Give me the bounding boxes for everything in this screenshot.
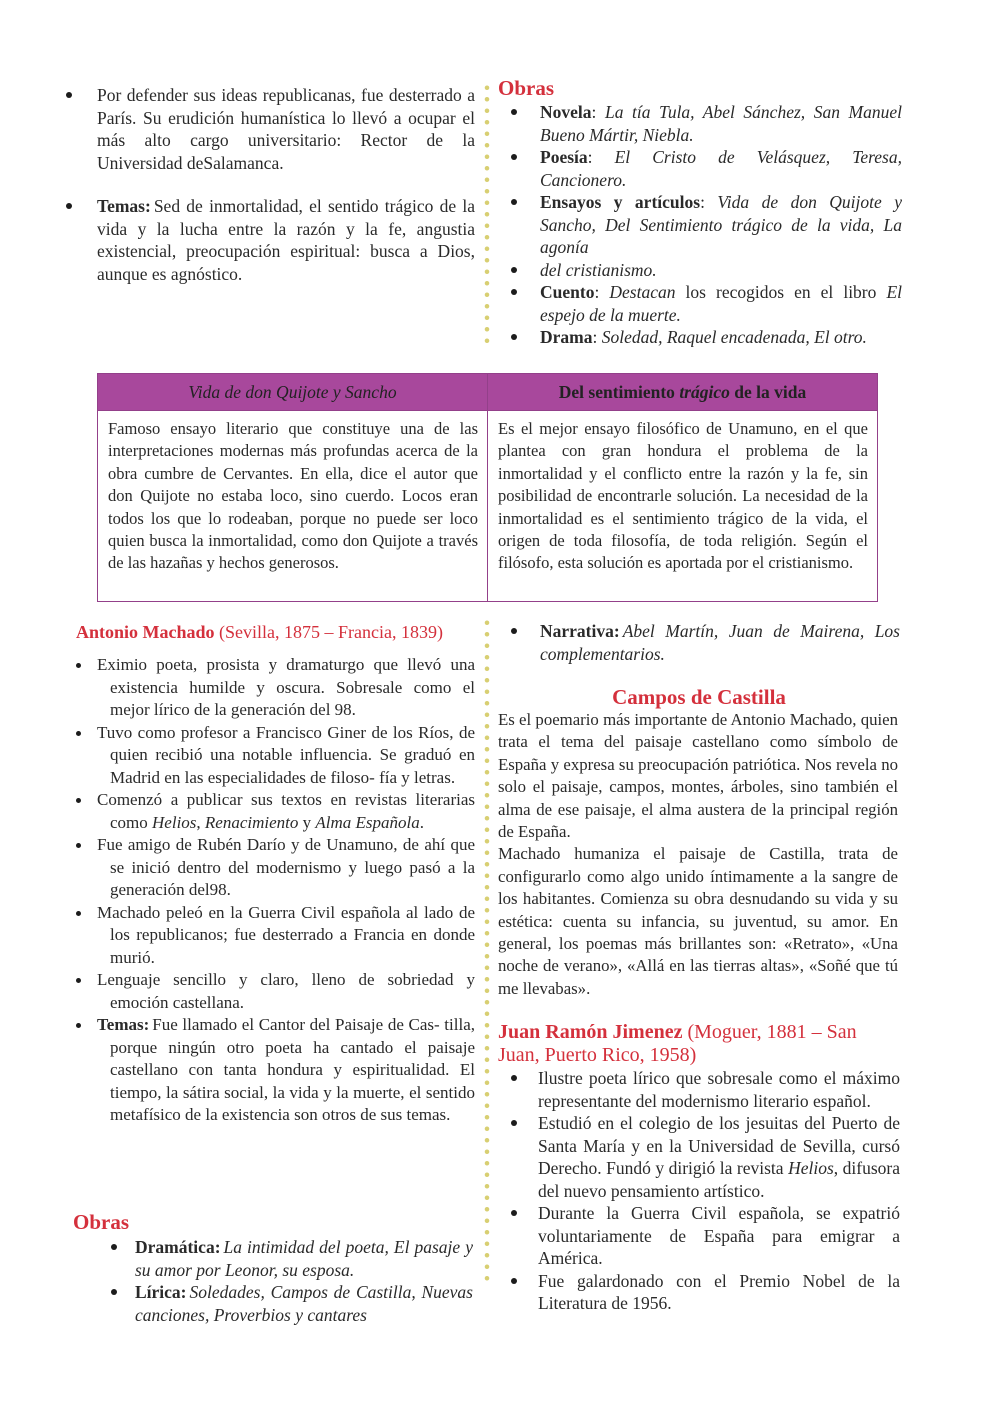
machado-bio-text: Machado peleó en la Guerra Civil española al lado de los republicanos; fue desterrado a Francia en donde murió. [97, 902, 475, 967]
col2-title-em: trágico [679, 381, 730, 402]
magazine-helios: Helios [152, 812, 197, 832]
jimenez-dates: (Moguer, 1881 – San Juan, Puerto Rico, 1958) [498, 1021, 857, 1066]
machado-bio-text: Fue amigo de Rubén Darío y de Unamuno, de ahí que se inició dentro del modernismo y luego pasó a la generación del98. [97, 835, 475, 899]
machado-obras-list [73, 1236, 473, 1326]
jimenez-name: Juan Ramón Jimenez [498, 1021, 683, 1043]
campos-paragraph-1: Es el poemario más importante de Antonio Machado, quien trata el tema del paisaje castellano como símbolo de España y expresa su preocupación patriótica. Nos revela no solo el paisaje, campos, montes, árboles, sino también el alma de ese paisaje, el alma austera de la principal región de España. [498, 710, 898, 842]
lirica-label: Lírica: [135, 1282, 187, 1302]
bullet-icon [511, 154, 517, 160]
bullet-icon [76, 663, 81, 668]
dramatica-works: La intimidad del poeta, El pasaje y su amor por Leonor, su esposa. [135, 1237, 473, 1280]
magazine-renacimiento: Renacimiento [204, 812, 299, 832]
list-item [498, 101, 902, 146]
list-item [498, 1202, 900, 1270]
bullet-icon [511, 1075, 517, 1081]
unamuno-obras-list [498, 101, 902, 349]
temas-text: Sed de inmortalidad, el sentido trágico de la vida y la lucha entre la razón y la fe, angustia existencial, preocupación espiritual: busca a Dios, aunque es agnóstico. [97, 196, 475, 284]
bullet-icon [76, 911, 81, 916]
list-item [498, 1067, 900, 1112]
list-item [73, 1014, 475, 1127]
exile-text: Por defender sus ideas republicanas, fue desterrado a París. Su erudición humanística lo llevó a ocupar el más alto cargo universitario: Rector de la Universidad deSalamanca. [97, 85, 475, 173]
col2-text: Es el mejor ensayo filosófico de Unamuno, en el que plantea con gran hondura el problema de la inmortalidad y el conflicto entre la razón y la fe, sin posibilidad de encontrarle solución. La necesidad de la inmortalidad es el sentimiento trágico de la vida, el origen de toda filosofía, de toda religión. Según el filósofo, esta solución es aportada por el cristianismo. [488, 411, 878, 602]
machado-bio-text: Tuvo como profesor a Francisco Giner de los Ríos, de quien recibió una notable influencia. Se graduó en Madrid en las especialidades de filoso- fía y letras. [97, 722, 475, 787]
list-item [73, 902, 475, 970]
jimenez-bio [498, 1067, 900, 1315]
bullet-icon [111, 1289, 117, 1295]
bullet-icon [511, 334, 517, 340]
col1-title: Vida de don Quijote y Sancho [98, 374, 488, 411]
dramatica-label: Dramática: [135, 1237, 221, 1257]
bullet-icon [111, 1244, 117, 1250]
list-item [73, 722, 475, 790]
machado-bio-text: , [196, 812, 205, 832]
list-item [65, 195, 475, 285]
bullet-icon [76, 1023, 81, 1028]
list-item [73, 834, 475, 902]
campos-heading: Campos de Castilla [612, 685, 786, 709]
novela-works: La tía Tula, Abel Sánchez, San Manuel Bueno Mártir, Niebla. [540, 102, 902, 145]
machado-bio-text: Lenguaje sencillo y claro, lleno de sobriedad y emoción castellana. [97, 970, 475, 1012]
machado-heading [76, 620, 486, 644]
campos-description [498, 709, 898, 1000]
separator: : [594, 282, 610, 302]
jimenez-bio-text: Fue galardonado con el Premio Nobel de la Literatura de 1956. [538, 1270, 900, 1313]
magazine-alma-espanola: Alma Española [315, 812, 420, 832]
bullet-icon [76, 798, 81, 803]
col2-title [488, 374, 878, 411]
list-item [498, 191, 902, 259]
machado-bio-text: y [298, 812, 316, 832]
machado-bio-text: . [419, 812, 424, 832]
machado-obras-heading: Obras [73, 1210, 130, 1234]
jimenez-bio-text: Durante la Guerra Civil española, se expatrió voluntariamente de España para emigrar a América. [538, 1203, 900, 1268]
bullet-icon [511, 109, 517, 115]
machado-temas-label: Temas: [97, 1015, 150, 1034]
ensayos-works-cont: del cristianismo. [540, 259, 657, 280]
poesia-label: Poesía [540, 147, 588, 167]
bullet-icon [76, 731, 81, 736]
bullet-icon [511, 1120, 517, 1126]
drama-works: Soledad, Raquel encadenada, El otro. [601, 327, 867, 347]
bullet-icon [511, 199, 517, 205]
col2-title-post: de la vida [729, 381, 807, 402]
list-item [498, 326, 902, 349]
magazine-helios: Helios [788, 1158, 834, 1178]
list-item [498, 620, 900, 665]
drama-label: Drama [540, 327, 593, 347]
obras-heading: Obras [498, 76, 555, 100]
novela-label: Novela [540, 102, 592, 122]
bullet-icon [511, 1210, 517, 1216]
machado-name: Antonio Machado [76, 622, 215, 642]
machado-bio [73, 654, 475, 1127]
cuento-book: El espejo de la muerte. [540, 282, 902, 325]
bullet-icon [511, 289, 517, 295]
machado-narrativa-list [498, 620, 900, 665]
list-item [73, 654, 475, 722]
column-divider-top [484, 82, 490, 348]
narrativa-label: Narrativa: [540, 621, 620, 641]
machado-temas-text: Fue llamado el Cantor del Paisaje de Cas- tilla, porque ningún otro poeta ha cantado el paisaje castellano con tanta hondura y espiritualidad. El tiempo, la sátira social, la vida y la muerte, el sentido metafísico de la existencia son otros de sus temas. [110, 1015, 475, 1124]
bullet-icon [66, 203, 72, 209]
essays-table [97, 373, 878, 602]
unamuno-bio-list [65, 84, 475, 285]
lirica-works: Soledades, Campos de Castilla, Nuevas canciones, Proverbios y cantares [135, 1282, 473, 1325]
column-divider-bottom [484, 617, 490, 1285]
bullet-icon [76, 978, 81, 983]
machado-narrativa [498, 620, 900, 665]
list-item [498, 281, 902, 326]
machado-dates: (Sevilla, 1875 – Francia, 1839) [214, 622, 443, 642]
jimenez-bio-text: , difusora del nuevo pensamiento artístico. [538, 1158, 900, 1201]
machado-obras [73, 1236, 473, 1326]
machado-bio-text: Eximio poeta, prosista y dramaturgo que llevó una existencia humilde y oscura. Sobresale como el mejor lírico de la generación del 98. [97, 655, 475, 719]
list-item [498, 146, 902, 191]
bullet-icon [66, 92, 72, 98]
table-header [98, 374, 878, 411]
unamuno-bio [65, 84, 475, 285]
ensayos-label: Ensayos y artículos [540, 192, 701, 212]
cuento-emphasis: Destacan [609, 282, 676, 302]
campos-paragraph-2: Machado humaniza el paisaje de Castilla, trata de configurarlo como algo unido íntimamente a la sangre de los habitantes. Comienza su obra desnudando su vida y su estética: cuenta su infancia, su juventud, su amor. En general, los poemas más brillantes son: «Retrato», «Una noche de verano», «Allá en las tierras altas», «Soñé que tú me llevabas». [498, 844, 898, 998]
bullet-icon [76, 843, 81, 848]
list-item [65, 84, 475, 174]
machado-bio-list [73, 654, 475, 1127]
separator: : [592, 327, 602, 347]
jimenez-bio-text: Estudió en el colegio de los jesuitas del Puerto de Santa María y en la Universidad de Sevilla, cursó Derecho. Fundó y dirigió la revista [538, 1113, 900, 1178]
list-item [498, 1112, 900, 1202]
unamuno-obras [498, 75, 902, 349]
list-item [73, 1281, 473, 1326]
bullet-icon [511, 1278, 517, 1284]
jimenez-bio-list [498, 1067, 900, 1315]
jimenez-heading [498, 1021, 900, 1066]
bullet-icon [511, 628, 517, 634]
temas-label: Temas: [97, 196, 151, 216]
separator: : [700, 192, 718, 212]
ensayos-works: Vida de don Quijote y Sancho, Del Sentimiento trágico de la vida, La agonía [540, 192, 903, 257]
bullet-icon [511, 267, 517, 273]
separator: : [591, 102, 605, 122]
jimenez-bio-text: Ilustre poeta lírico que sobresale como el máximo representante del modernismo literario español. [538, 1068, 900, 1111]
list-item [73, 789, 475, 834]
table-header-row [98, 374, 878, 411]
list-item [498, 259, 902, 282]
cuento-text: los recogidos en el libro [675, 282, 887, 302]
narrativa-works: Abel Martín, Juan de Mairena, Los complementarios. [540, 621, 900, 664]
col2-title-pre: Del sentimiento [558, 381, 680, 402]
list-item [498, 1270, 900, 1315]
list-item [73, 1236, 473, 1281]
poesia-works: El Cristo de Velásquez, Teresa, Cancionero. [540, 147, 902, 190]
table-body [98, 411, 878, 602]
col1-text: Famoso ensayo literario que constituye una de las interpretaciones modernas más profundas acerca de la obra cumbre de Cervantes. En ella, dice el autor que don Quijote no estaba loco, sino cuerdo. Locos eran todos los que lo rodeaban, porque no puede ser loco quien busca la inmortalidad, como don Quijote a través de las hazañas y hechos generosos. [98, 411, 488, 602]
table-row [98, 411, 878, 602]
cuento-label: Cuento [540, 282, 595, 302]
list-item [73, 969, 475, 1014]
separator: : [587, 147, 615, 167]
machado-bio-text: Comenzó a publicar sus textos en revistas literarias como [97, 790, 475, 832]
